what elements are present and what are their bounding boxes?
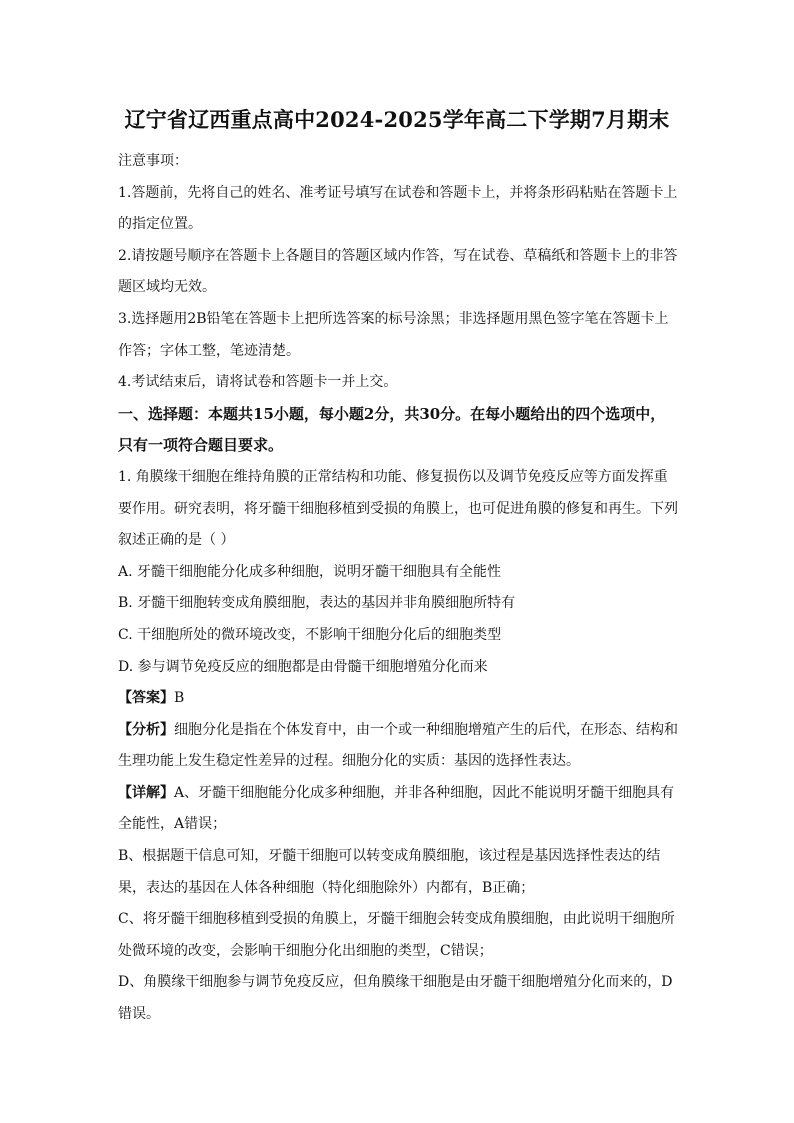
detail-paragraph-c: C、将牙髓干细胞移植到受损的角膜上，牙髓干细胞会转变成角膜细胞，由此说明干细胞所处微环境的改变，会影响干细胞分化出细胞的类型，C错误； <box>118 911 675 959</box>
detail-paragraph-d: D、角膜缘干细胞参与调节免疫反应，但角膜缘干细胞是由牙髓干细胞增殖分化而来的，D错误。 <box>118 974 673 1023</box>
page-title: 辽宁省辽西重点高中2024-2025学年高二下学期7月期末 <box>124 107 670 132</box>
detail-paragraph-a <box>118 778 678 841</box>
notice-item-1: 1.答题前，先将自己的姓名、准考证号填写在试卷和答题卡上，并将条形码粘贴在答题卡上的指定位置。 <box>118 184 678 233</box>
detail-paragraph-b: B、根据题干信息可知，牙髓干细胞可以转变成角膜细胞，该过程是基因选择性表达的结果，表达的基因在人体各种细胞（特化细胞除外）内都有，B正确； <box>118 848 661 896</box>
answer-tag: 【答案】 <box>118 690 174 707</box>
option-d: D. 参与调节免疫反应的细胞都是由骨髓干细胞增殖分化而来 <box>118 658 488 675</box>
notice-item-3: 3.选择题用2B铅笔在答题卡上把所选答案的标号涂黑；非选择题用黑色签字笔在答题卡上作答；字体工整，笔迹清楚。 <box>118 310 669 359</box>
document-body <box>118 146 678 1031</box>
answer-line <box>118 683 678 715</box>
notice-item-4: 4.考试结束后，请将试卷和答题卡一并上交。 <box>118 374 398 391</box>
question-stem: 1. 角膜缘干细胞在维持角膜的正常结构和功能、修复损伤以及调节免疫反应等方面发挥重要作用。研究表明，将牙髓干细胞移植到受损的角膜上，也可促进角膜的修复和再生。下列叙述正确的是（ ） <box>118 468 678 549</box>
option-a: A. 牙髓干细胞能分化成多种细胞，说明牙髓干细胞具有全能性 <box>118 563 502 580</box>
section-heading: 一、选择题：本题共15小题，每小题2分，共30分。在每小题给出的四个选项中，只有一项符合题目要求。 <box>118 404 666 455</box>
answer-value: B <box>174 690 185 707</box>
analysis-tag: 【分析】 <box>118 721 174 738</box>
analysis-paragraph <box>118 715 678 778</box>
notice-heading: 注意事项： <box>118 153 188 169</box>
notice-item-2: 2.请按题号顺序在答题卡上各题目的答题区域内作答，写在试卷、草稿纸和答题卡上的非答题区域均无效。 <box>118 247 678 296</box>
detail-tag: 【详解】 <box>118 784 174 801</box>
option-b: B. 牙髓干细胞转变成角膜细胞，表达的基因并非角膜细胞所特有 <box>118 595 516 612</box>
analysis-text: 细胞分化是指在个体发育中，由一个或一种细胞增殖产生的后代，在形态、结构和生理功能上发生稳定性差异的过程。细胞分化的实质：基因的选择性表达。 <box>118 721 678 770</box>
option-c: C. 干细胞所处的微环境改变，不影响干细胞分化后的细胞类型 <box>118 626 502 643</box>
detail-text-a: A、牙髓干细胞能分化成多种细胞，并非各种细胞，因此不能说明牙髓干细胞具有全能性，A错误； <box>118 784 675 833</box>
